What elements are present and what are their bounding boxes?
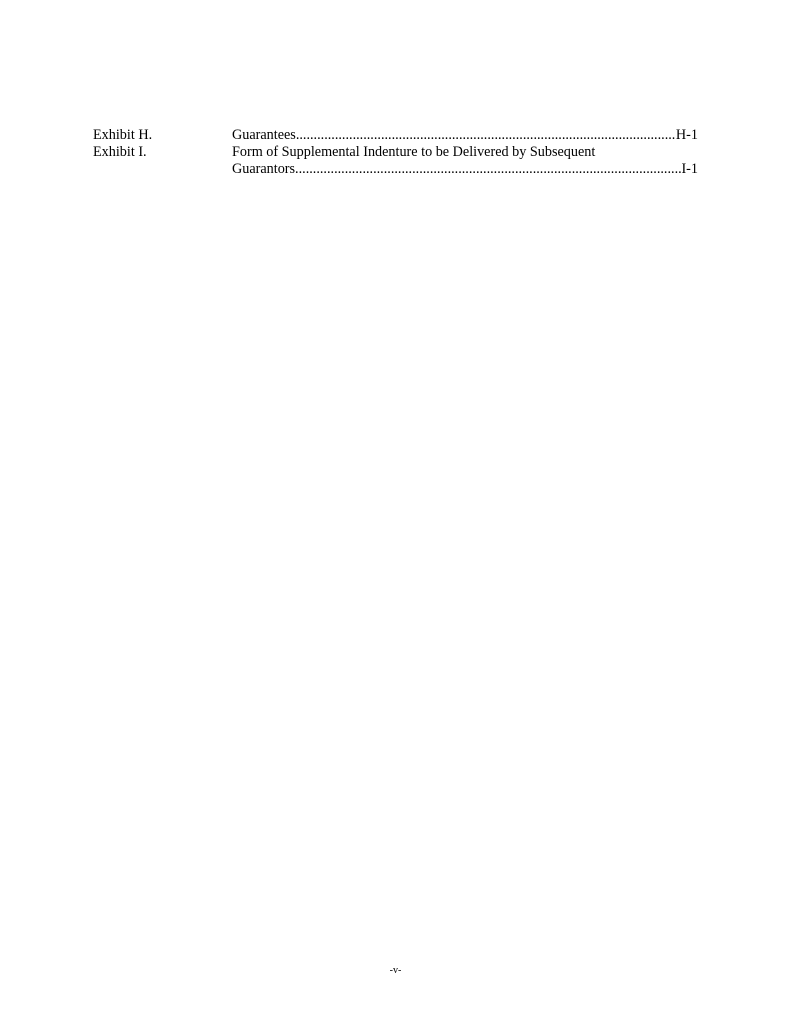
exhibit-title-line-1: Form of Supplemental Indenture to be Delivered by Subsequent	[232, 144, 596, 160]
toc-row-exhibit-h	[93, 127, 698, 144]
exhibit-index	[93, 127, 698, 178]
exhibit-title: Guarantees	[232, 127, 296, 143]
exhibit-label: Exhibit I.	[93, 144, 147, 160]
exhibit-label: Exhibit H.	[93, 127, 153, 143]
toc-entry-line	[232, 127, 698, 144]
exhibit-title-line-2: Guarantors	[232, 161, 296, 177]
toc-entry	[232, 144, 698, 178]
toc-entry-line	[232, 161, 698, 178]
toc-row-exhibit-i	[93, 144, 698, 178]
page-reference: H-1	[675, 127, 698, 143]
page-reference: I-1	[681, 161, 698, 177]
page-number: -v-	[389, 965, 402, 976]
toc-entry-line	[232, 144, 698, 161]
dot-leader	[295, 161, 681, 178]
toc-entry	[232, 127, 698, 144]
dot-leader	[296, 127, 676, 144]
